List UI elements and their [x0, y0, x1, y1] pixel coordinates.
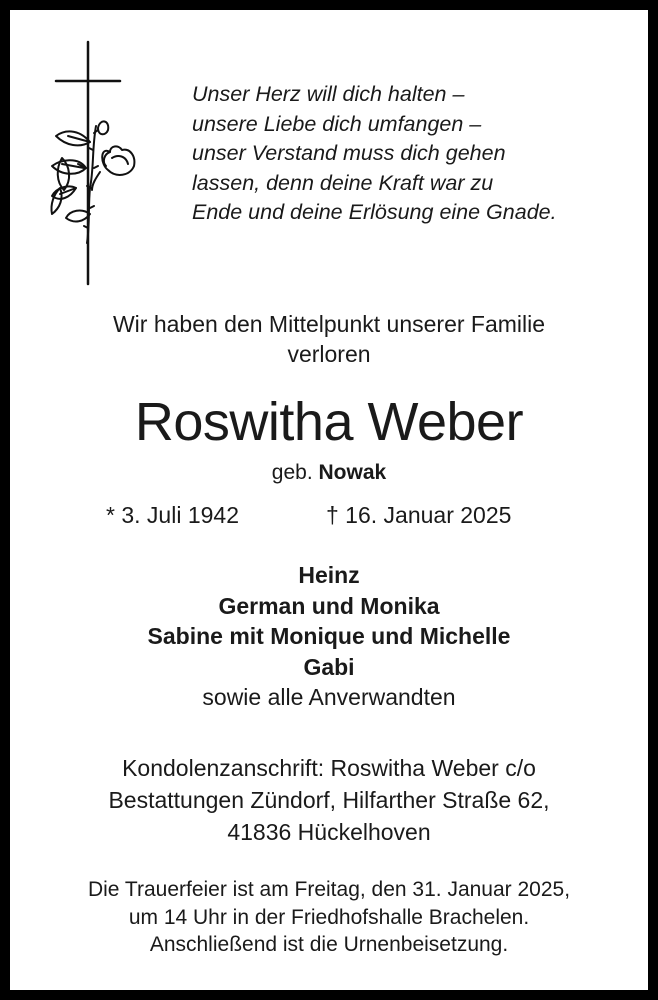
birth-date: * 3. Juli 1942	[106, 502, 239, 528]
intro-text	[10, 309, 648, 369]
birth-name	[10, 458, 648, 488]
funeral-line: um 14 Uhr in der Friedhofshalle Brachelen.	[128, 905, 530, 929]
funeral-line: Anschließend ist die Urnenbeisetzung.	[149, 933, 509, 956]
born-prefix: geb.	[271, 461, 313, 484]
cross-with-rose-icon	[38, 38, 138, 288]
quote-line: unsere Liebe dich umfangen –	[192, 111, 482, 136]
intro-line: verloren	[287, 341, 371, 367]
intro-line: Wir haben den Mittelpunkt unserer Familie	[112, 311, 546, 337]
address-line: 41836 Hückelhoven	[227, 819, 431, 845]
quote-line: Unser Herz will dich halten –	[192, 82, 465, 106]
mourner-name: Gabi	[303, 653, 355, 680]
epitaph-quote	[192, 80, 632, 228]
funeral-info	[10, 876, 648, 959]
funeral-line: Die Trauerfeier ist am Freitag, den 31. Januar 2025,	[87, 878, 571, 901]
deceased-name: Roswitha Weber	[134, 392, 524, 452]
mourners-list	[10, 560, 648, 713]
quote-line: Ende und deine Erlösung eine Gnade.	[192, 200, 557, 224]
condolence-address	[10, 752, 648, 848]
mourner-name: Heinz	[298, 562, 360, 588]
maiden-name: Nowak	[318, 461, 387, 484]
quote-line: unser Verstand muss dich gehen	[192, 141, 506, 165]
mourner-name: German und Monika	[218, 592, 440, 619]
address-line: Bestattungen Zündorf, Hilfarther Straße 62,	[108, 787, 550, 813]
quote-line: lassen, denn deine Kraft war zu	[192, 170, 494, 195]
death-date: † 16. Januar 2025	[326, 502, 512, 528]
address-line: Kondolenzanschrift: Roswitha Weber c/o	[122, 755, 536, 781]
other-relatives: sowie alle Anverwandten	[202, 684, 456, 710]
mourner-name: Sabine mit Monique und Michelle	[147, 623, 511, 649]
